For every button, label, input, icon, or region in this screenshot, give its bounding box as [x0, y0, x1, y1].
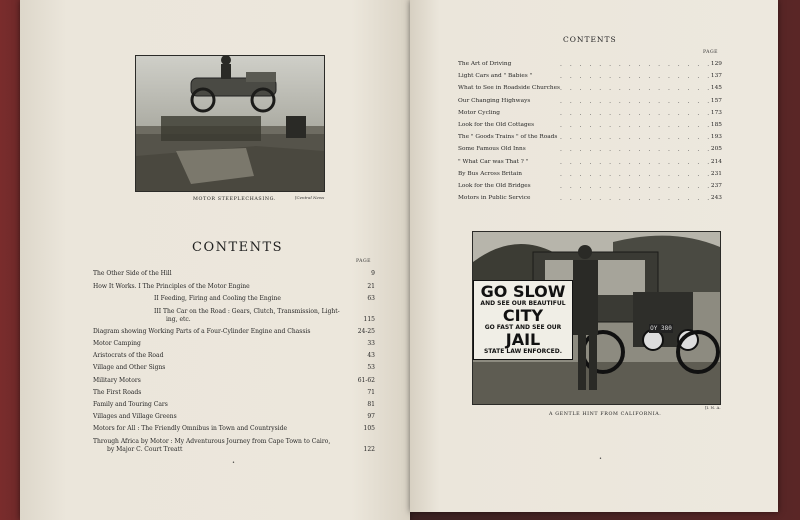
- sign-line-4: GO FAST AND SEE OUR: [484, 324, 562, 331]
- toc-entry-page: 193: [710, 134, 722, 141]
- toc-entry: Our Changing Highways: [458, 97, 531, 104]
- toc-entry: [93, 377, 141, 384]
- steeplechase-illustration: [136, 56, 324, 191]
- toc-entry-continuation: ing, etc.: [166, 315, 191, 323]
- toc-entry: Light Cars and " Babies ": [458, 73, 533, 80]
- toc-entry-page: 237: [710, 183, 722, 189]
- toc-entry: Look for the Old Bridges: [458, 183, 531, 189]
- steeplechase-caption: MOTOR STEEPLECHASING.: [193, 197, 276, 202]
- toc-entry-page: 24-25: [357, 327, 375, 335]
- toc-leader-dots: . . . . . . . . . . . . . . . .: [560, 61, 713, 68]
- toc-leader-dots: . . . . . . . . . . . . . . . .: [560, 183, 713, 190]
- toc-entry-title: Through Africa by Motor : My Adventurous Journey from Cape Town to Cairo,: [93, 437, 331, 445]
- toc-entry-page: 115: [363, 315, 375, 323]
- toc-entry: [93, 438, 330, 445]
- toc-entry: Motors in Public Service: [458, 195, 531, 202]
- toc-entry-page: 43: [367, 352, 375, 360]
- toc-entry-title: How It Works. I The Principles of the Motor Engine: [93, 282, 250, 290]
- toc-entry: Some Famous Old Inns: [458, 146, 526, 153]
- toc-entry: [93, 340, 141, 347]
- toc-leader-dots: . . . . . . . . . . . . . . . .: [560, 73, 713, 81]
- toc-leader-dots: . . . . . . . . . . . . . . . .: [560, 122, 713, 129]
- toc-entry-title: Aristocrats of the Road: [93, 352, 164, 360]
- contents-title-right: CONTENTS: [563, 35, 617, 44]
- toc-leader-dots: . . . . . . . . . . . . . . . .: [560, 109, 713, 117]
- toc-entry-page: 173: [710, 109, 722, 116]
- toc-entry-page: 71: [367, 388, 375, 396]
- toc-entry: [93, 270, 172, 277]
- toc-entry: Motor Cycling: [458, 109, 500, 116]
- toc-entry-title: The First Roads: [93, 388, 142, 396]
- toc-entry-title: Villages and Village Greens: [93, 413, 177, 421]
- sign-line-1: GO SLOW: [480, 282, 566, 301]
- toc-leader-dots: . . . . . . . . . . . . . . . .: [560, 97, 713, 105]
- toc-entry-page: 81: [367, 400, 375, 408]
- toc-leader-dots: . . . . . . . . . . . . . . . .: [560, 170, 713, 178]
- toc-entry: [93, 328, 310, 335]
- toc-entry: What to See in Roadside Churches: [458, 85, 560, 92]
- page-column-header-left: PAGE: [356, 259, 372, 264]
- toc-entry-page: 243: [710, 195, 722, 202]
- page-column-header-right: PAGE: [703, 50, 719, 55]
- toc-entry-title: The Other Side of the Hill: [93, 270, 172, 277]
- toc-entry-page: 9: [371, 270, 375, 277]
- toc-entry: Look for the Old Cottages: [458, 122, 535, 128]
- toc-entry-title: Family and Touring Cars: [93, 400, 168, 408]
- toc-entry-title: Motors for All : The Friendly Omnibus in Town and Countryside: [93, 425, 288, 433]
- toc-entry: [93, 401, 168, 408]
- toc-leader-dots: . . . . . . . . . . . . . . . .: [560, 158, 713, 166]
- toc-entry: [93, 413, 177, 420]
- sign-line-3: CITY: [502, 306, 544, 325]
- toc-entry-page: 137: [710, 73, 722, 80]
- toc-entry-title: Motor Camping: [93, 339, 141, 347]
- toc-entry-page: 63: [367, 295, 375, 302]
- contents-title-left: CONTENTS: [192, 240, 284, 255]
- toc-leader-dots: . . . . . . . . . . . . . . . .: [560, 146, 713, 154]
- california-caption: A GENTLE HINT FROM CALIFORNIA.: [549, 412, 662, 417]
- left-page-marker: •: [232, 460, 235, 466]
- toc-entry: [93, 283, 250, 290]
- toc-leader-dots: . . . . . . . . . . . . . . . .: [560, 134, 713, 142]
- toc-entry-page: 61-62: [357, 376, 375, 384]
- toc-entry: [93, 364, 165, 371]
- toc-entry: By Bus Across Britain: [458, 170, 522, 177]
- toc-entry: " What Car was That ? ": [458, 158, 529, 165]
- right-page-marker: •: [599, 456, 602, 462]
- toc-entry-page: 21: [367, 282, 375, 290]
- toc-entry: [93, 389, 141, 396]
- steeplechase-credit: [Central News: [295, 195, 325, 200]
- toc-entry-page: 231: [710, 170, 722, 177]
- toc-leader-dots: . . . . . . . . . . . . . . . .: [560, 195, 713, 203]
- toc-entry: [93, 352, 163, 359]
- toc-entry: [93, 425, 287, 432]
- toc-entry-title: III The Car on the Road : Gears, Clutch, Transmission, Light-: [154, 307, 340, 315]
- toc-leader-dots: . . . . . . . . . . . . . . . .: [560, 85, 713, 93]
- toc-entry-title: II Feeding, Firing and Cooling the Engine: [154, 295, 281, 302]
- sign-line-2: AND SEE OUR BEAUTIFUL: [480, 300, 566, 307]
- sign-line-6: STATE LAW ENFORCED.: [483, 348, 562, 355]
- toc-entry-page: 97: [367, 413, 375, 421]
- toc-entry-continuation: by Major C. Court Treatt: [107, 445, 183, 453]
- toc-entry-page: 185: [710, 122, 722, 128]
- steeplechase-photo: [135, 55, 325, 192]
- license-plate: OY 380: [650, 325, 672, 332]
- toc-entry-page: 157: [710, 97, 722, 104]
- california-credit: [I. N. A.: [705, 405, 721, 410]
- california-photo: [472, 231, 721, 405]
- toc-entry-page: 145: [710, 85, 722, 92]
- toc-entry: The " Goods Trains " of the Roads: [458, 134, 558, 141]
- toc-entry-page: 205: [710, 146, 722, 153]
- go-slow-sign: [473, 280, 573, 360]
- toc-entry-page: 214: [710, 158, 722, 165]
- sign-line-5: JAIL: [505, 330, 541, 349]
- toc-entry: [154, 308, 340, 315]
- toc-entry: [154, 295, 281, 302]
- toc-entry-page: 129: [710, 61, 722, 67]
- toc-entry-page: 33: [367, 339, 375, 347]
- toc-entry-title: Diagram showing Working Parts of a Four-Cylinder Engine and Chassis: [93, 327, 311, 335]
- toc-entry-page: 53: [367, 364, 375, 372]
- toc-entry-page: 105: [363, 425, 375, 433]
- toc-entry: The Art of Driving: [458, 61, 512, 67]
- toc-entry-title: Military Motors: [93, 376, 141, 384]
- toc-entry-page: 122: [363, 445, 375, 453]
- toc-entry-title: Village and Other Signs: [93, 364, 166, 372]
